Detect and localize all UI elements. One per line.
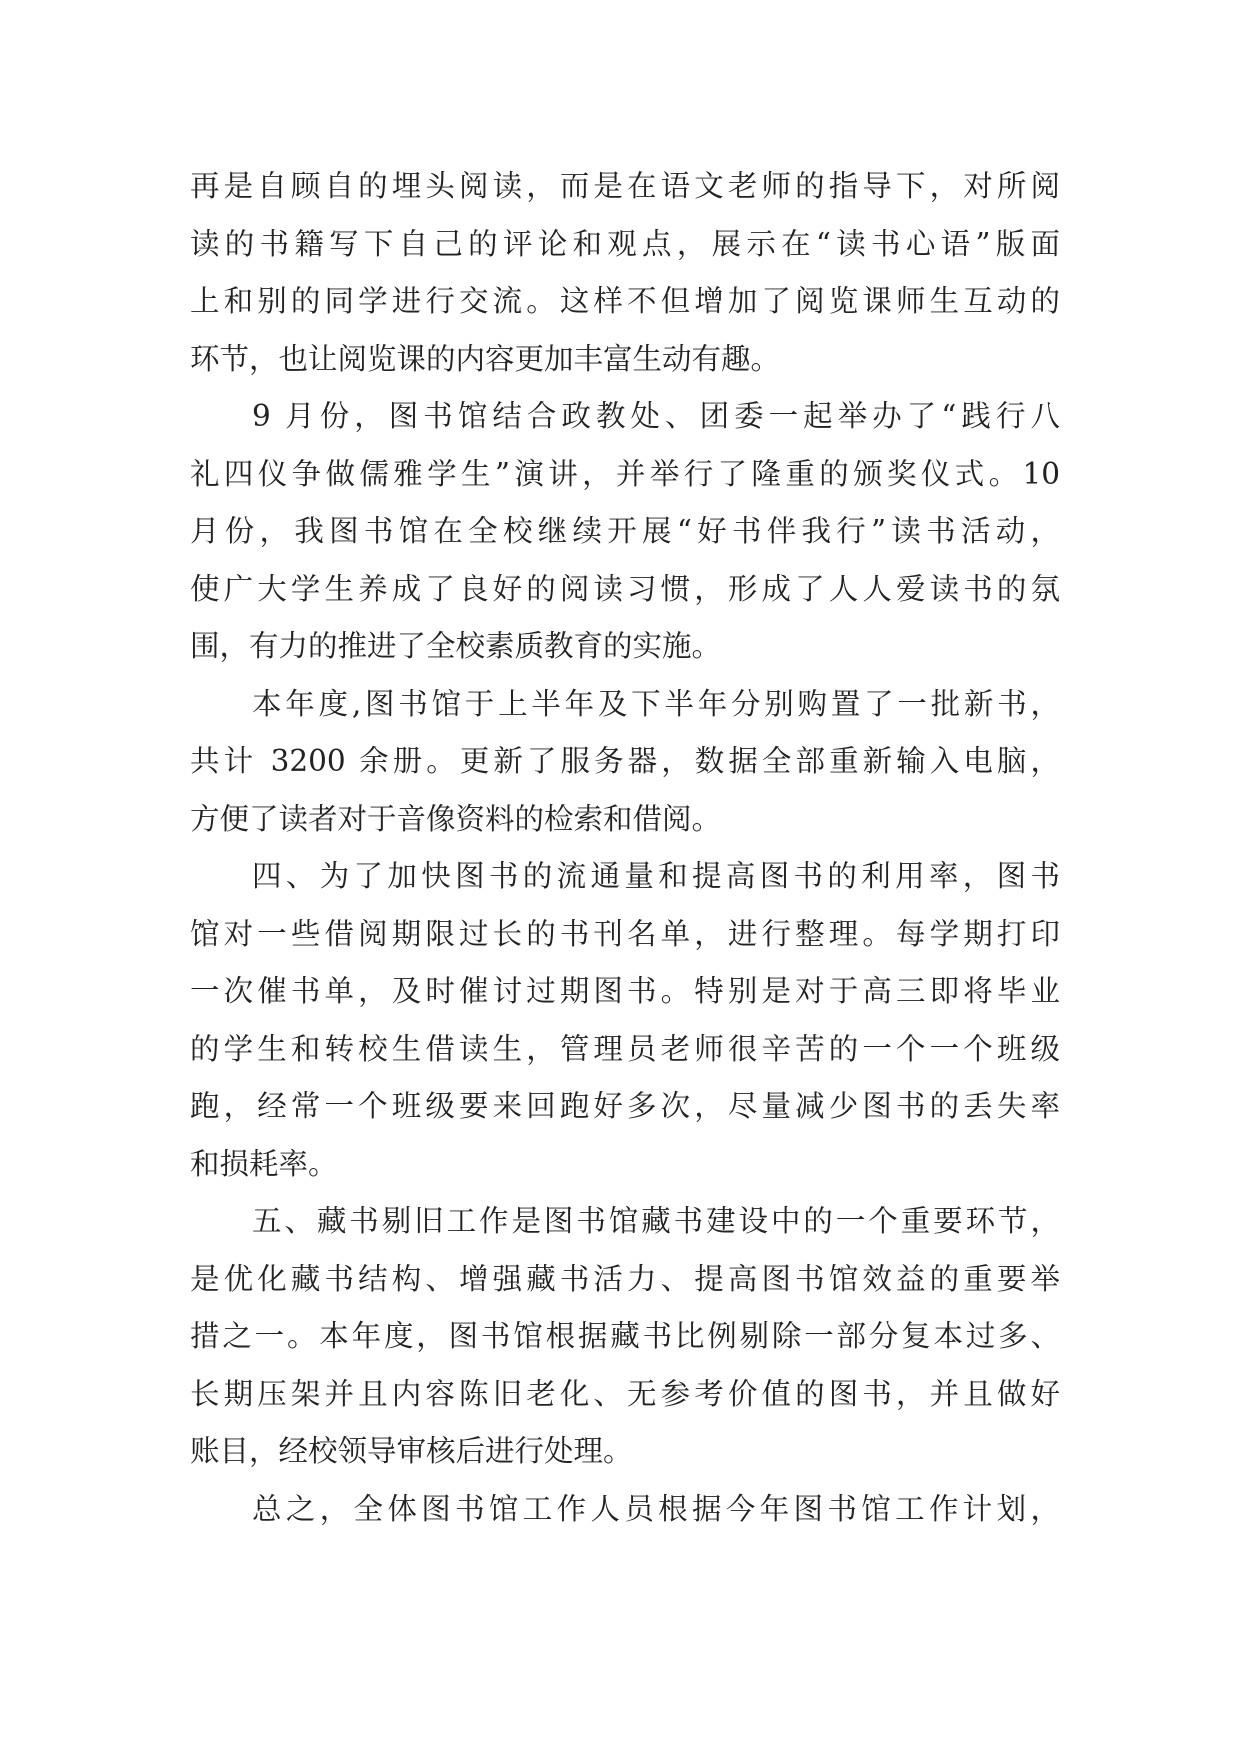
text-line: 礼四仪争做儒雅学生”演讲，并举行了隆重的颁奖仪式。10 (190, 456, 1060, 491)
text-line: 账目，经校领导审核后进行处理。 (190, 1434, 633, 1468)
paragraph-section-four (190, 848, 1060, 1193)
text-line: 9 月份，图书馆结合政教处、团委一起举办了“践行八 (252, 399, 1060, 433)
text-line: 措之一。本年度，图书馆根据藏书比例剔除一部分复本过多、 (190, 1319, 1060, 1353)
text-line: 长期压架并且内容陈旧老化、无参考价值的图书，并且做好 (190, 1376, 1060, 1411)
text-line: 共计 3200 余册。更新了服务器，数据全部重新输入电脑， (190, 744, 1060, 778)
text-line: 使广大学生养成了良好的阅读习惯，形成了人人爱读书的氛 (190, 571, 1060, 606)
paragraph-september-events (190, 388, 1060, 676)
text-line: 方便了读者对于音像资料的检索和借阅。 (190, 801, 722, 836)
text-line: 读的书籍写下自己的评论和观点，展示在“读书心语”版面 (190, 226, 1060, 261)
text-line: 是优化藏书结构、增强藏书活力、提高图书馆效益的重要举 (190, 1261, 1060, 1296)
text-line: 月份，我图书馆在全校继续开展“好书伴我行”读书活动， (190, 514, 1060, 548)
text-line: 馆对一些借阅期限过长的书刊名单，进行整理。每学期打印 (190, 916, 1060, 951)
text-line: 四、为了加快图书的流通量和提高图书的利用率，图书 (252, 859, 1060, 893)
text-line: 再是自顾自的埋头阅读，而是在语文老师的指导下，对所阅 (190, 169, 1060, 203)
paragraph-section-five (190, 1193, 1060, 1481)
text-line: 和损耗率。 (190, 1146, 338, 1181)
paragraph-summary (190, 1481, 1060, 1539)
text-line: 环节，也让阅览课的内容更加丰富生动有趣。 (190, 341, 781, 376)
text-line: 跑，经常一个班级要来回跑好多次，尽量减少图书的丢失率 (190, 1089, 1060, 1123)
text-line: 一次催书单，及时催讨过期图书。特别是对于高三即将毕业 (190, 974, 1060, 1008)
text-line: 围，有力的推进了全校素质教育的实施。 (190, 629, 722, 663)
text-line: 五、藏书剔旧工作是图书馆藏书建设中的一个重要环节， (252, 1204, 1060, 1238)
document-body (190, 158, 1060, 1538)
text-line: 的学生和转校生借读生，管理员老师很辛苦的一个一个班级 (190, 1031, 1060, 1066)
paragraph-reading-class (190, 158, 1060, 388)
text-line: 总之，全体图书馆工作人员根据今年图书馆工作计划， (252, 1491, 1060, 1526)
text-line: 上和别的同学进行交流。这样不但增加了阅览课师生互动的 (190, 284, 1060, 318)
paragraph-new-books (190, 676, 1060, 849)
text-line: 本年度,图书馆于上半年及下半年分别购置了一批新书， (252, 686, 1060, 721)
